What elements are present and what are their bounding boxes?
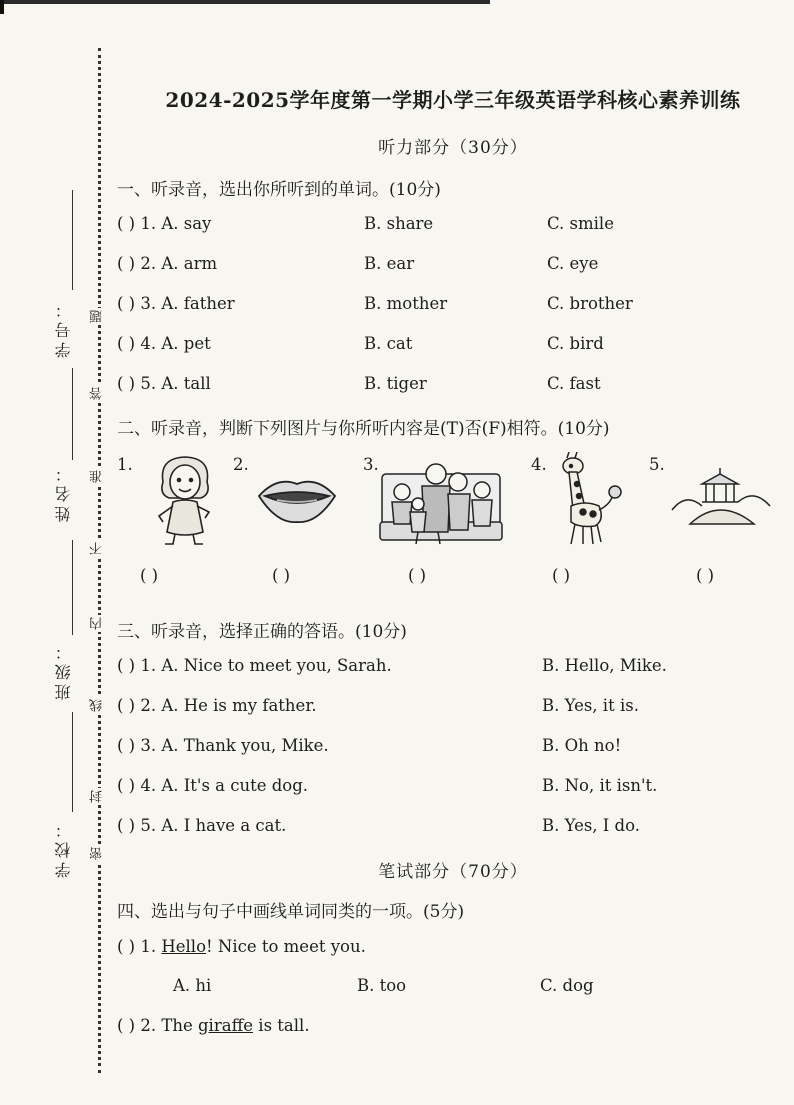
scan-corner-mark: [0, 0, 4, 14]
seal-char: 封: [90, 790, 105, 803]
option-b: B. Yes, it is.: [542, 696, 639, 715]
seal-char: 不: [90, 542, 105, 555]
mouth-icon: [255, 470, 339, 534]
answer-blank[interactable]: ( ): [696, 566, 715, 585]
question-rest: ! Nice to meet you.: [206, 937, 366, 956]
option-c: C. brother: [547, 294, 633, 313]
student-id-field[interactable]: [72, 190, 73, 290]
picture-number: 1.: [117, 455, 133, 474]
option-b: B. tiger: [364, 374, 427, 393]
picture-number: 3.: [363, 455, 379, 474]
giraffe-icon: [555, 452, 627, 552]
seal-char: 准: [90, 470, 105, 483]
option-b: B. Yes, I do.: [542, 816, 641, 835]
option-b: B. cat: [364, 334, 413, 353]
section3-heading: 三、听录音，选择正确的答语。(10分): [117, 622, 407, 642]
option-b: B. mother: [364, 294, 448, 313]
option-c: C. fast: [547, 374, 601, 393]
school-label: 学校：: [54, 818, 73, 878]
underlined-word: Hello: [161, 937, 207, 956]
item-stem[interactable]: ( ) 4. A. pet: [117, 334, 211, 353]
section2-heading: 二、听录音，判断下列图片与你所听内容是(T)否(F)相符。(10分): [117, 419, 610, 439]
pavilion-icon: [668, 466, 772, 532]
option-b: B. ear: [364, 254, 415, 273]
class-label: 班级：: [54, 640, 73, 700]
name-field[interactable]: [72, 368, 73, 460]
option-a[interactable]: ( ) 2. A. He is my father.: [117, 696, 317, 715]
option-c: C. smile: [547, 214, 614, 233]
answer-blank[interactable]: ( ): [140, 566, 159, 585]
section1-heading: 一、听录音，选出你所听到的单词。(10分): [117, 180, 441, 200]
underlined-word: giraffe: [198, 1016, 254, 1035]
student-id-label: 学号：: [54, 298, 73, 358]
option-b: B. Hello, Mike.: [542, 656, 667, 675]
item-stem[interactable]: ( ) 5. A. tall: [117, 374, 211, 393]
school-field[interactable]: [72, 712, 73, 812]
option-a[interactable]: ( ) 1. A. Nice to meet you, Sarah.: [117, 656, 392, 675]
question-rest: is tall.: [253, 1016, 310, 1035]
scan-top-edge: [0, 0, 490, 4]
picture-number: 4.: [531, 455, 547, 474]
option-a[interactable]: ( ) 5. A. I have a cat.: [117, 816, 287, 835]
grandma-icon: [145, 452, 225, 551]
option-c: C. dog: [540, 976, 594, 995]
option-a: A. hi: [173, 976, 212, 995]
picture-number: 5.: [649, 455, 665, 474]
seal-char: 题: [90, 310, 105, 323]
section4-question: [117, 1016, 310, 1040]
name-label: 姓名：: [54, 462, 73, 522]
seal-char: 密: [90, 847, 105, 860]
question-prefix[interactable]: ( ) 2. The: [117, 1016, 198, 1035]
item-stem[interactable]: ( ) 1. A. say: [117, 214, 212, 233]
seal-char: 内: [90, 617, 105, 630]
option-a[interactable]: ( ) 4. A. It's a cute dog.: [117, 776, 309, 795]
answer-blank[interactable]: ( ): [272, 566, 291, 585]
answer-blank[interactable]: ( ): [408, 566, 427, 585]
item-stem[interactable]: ( ) 3. A. father: [117, 294, 235, 313]
answer-blank[interactable]: ( ): [552, 566, 571, 585]
option-a[interactable]: ( ) 3. A. Thank you, Mike.: [117, 736, 329, 755]
binding-dotted-line: [98, 48, 101, 1073]
question-prefix[interactable]: ( ) 1.: [117, 937, 162, 956]
option-b: B. Oh no!: [542, 736, 622, 755]
listening-part-heading: 听力部分（30分）: [378, 138, 528, 158]
section4-question: [117, 937, 366, 961]
option-c: C. bird: [547, 334, 604, 353]
option-b: B. share: [364, 214, 434, 233]
writing-part-heading: 笔试部分（70分）: [378, 862, 528, 882]
option-c: C. eye: [547, 254, 599, 273]
page-title: 2024-2025学年度第一学期小学三年级英语学科核心素养训练: [165, 88, 741, 112]
class-field[interactable]: [72, 540, 73, 635]
family-icon: [378, 452, 504, 551]
option-b: B. No, it isn't.: [542, 776, 658, 795]
section4-heading: 四、选出与句子中画线单词同类的一项。(5分): [117, 902, 465, 922]
picture-number: 2.: [233, 455, 249, 474]
seal-char: 答: [90, 387, 105, 400]
option-b: B. too: [357, 976, 407, 995]
seal-char: 线: [90, 699, 105, 712]
item-stem[interactable]: ( ) 2. A. arm: [117, 254, 218, 273]
